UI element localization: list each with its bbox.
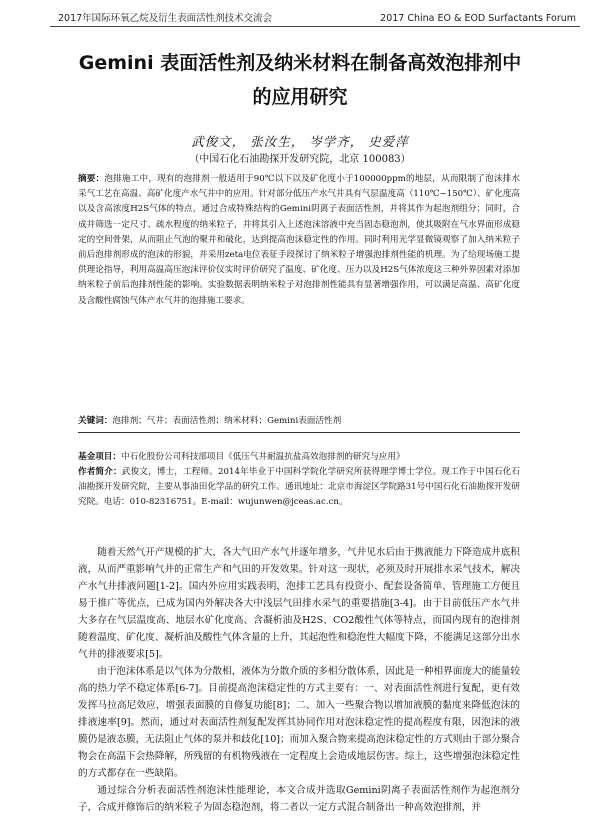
keywords: [78, 414, 520, 428]
abstract-label: 摘要：: [78, 174, 105, 184]
paragraph-3: 通过综合分析表面活性剂泡沫性能理论，本文合成并选取Gemini阴离子表面活性剂作为起泡剂分子，合成并修饰后的纳米粒子为固态稳泡剂，将二者以一定方式混合制备出一种高效泡排剂，并: [78, 785, 520, 813]
paragraph-1: 随着天然气开产规模的扩大，各大气田产水气井逐年增多，气井见水后由于携液能力下降造成井底积液，从而严重影响气井的正常生产和气田的开发效果。针对这一现状，必须及时开展排水采气技术，解决产水气井排液问题[1-2]。国内外应用实践表明，泡排工艺具有投资小、配套设备简单、管理施工方便且易于推广等优点，已成为国内外解决各大中浅层气田排水采气的重要措施[3-4]。由于目前低压产水气井大多存在气层温度高、地层水矿化度高、含凝析油及H2S、CO2酸性气体等特点，而国内现有的泡排剂随着温度、矿化度、凝析油及酸性气体含量的上升，其起泡性和稳泡性大幅度下降，不能满足这部分出水气井的排液要求[5]。: [78, 547, 520, 660]
keywords-label: 关键词：: [78, 416, 113, 426]
author-bio: [78, 465, 520, 510]
title-line-1: Gemini 表面活性剂及纳米材料在制备高效泡排剂中: [78, 52, 522, 74]
keywords-text: 泡排剂；气井；表面活性剂；纳米材料；Gemini表面活性剂: [112, 416, 342, 426]
author-bio-label: 作者简介：: [78, 467, 122, 477]
running-header: [58, 6, 576, 24]
abstract: [78, 172, 520, 309]
fund-text: 中石化股份公司科技部项目《低压气井耐温抗盐高效泡排剂的研究与应用》: [120, 452, 405, 462]
fund-line: [78, 450, 520, 465]
author-bio-text: 武俊文，博士，工程师。2014年毕业于中国科学院化学研究所获得理学博士学位。现工作于中国石化石油勘探开发研究院，主要从事油田化学品的研究工作。通讯地址：北京市海淀区学院路31号中国石化石油勘探开发研究院。电话：010-82316751。E-mail：wujunwen@jceas.ac.cn。: [78, 467, 520, 507]
header-rule: [50, 26, 580, 27]
body-text: [78, 544, 520, 816]
title-line-2: 的应用研究: [252, 86, 348, 108]
header-right: 2017 China EO & EOD Surfactants Forum: [380, 13, 576, 24]
paper-title: [40, 46, 560, 114]
paragraph-2: 由于泡沫体系是以气体为分散相，液体为分散介质的多相分散体系，因此是一种相界面庞大的能量较高的热力学不稳定体系[6-7]。目前提高泡沫稳定性的方式主要有：一、对表面活性剂进行复配，更有效发挥马拉高尼效应，增强表面膜的自修复功能[8]；二、加入一些聚合物以增加液膜的黏度来降低泡沫的排液速率[9]。然而，通过对表面活性剂复配发挥其协同作用对泡沫稳定性的提高程度有限，因泡沫的液膜仍是液态膜，无法阻止气体的泵并和歧化[10]；而加入聚合物来提高泡沫稳定性的方式则由于部分聚合物会在高温下会热降解，所残留的有机物残液在一定程度上会造成地层伤害。综上，这些增强泡沫稳定性的方式都存在一些缺陷。: [78, 666, 520, 779]
fund-label: 基金项目：: [78, 452, 121, 462]
funding-info: [78, 450, 520, 510]
section-rule: [78, 432, 520, 433]
affiliation: （中国石化石油勘探开发研究院，北京 100083）: [189, 154, 411, 165]
authors: 武俊文， 张汝生， 岑学齐， 史爱萍: [191, 134, 409, 149]
header-left: 2017年国际环氧乙烷及衍生表面活性剂技术交流会: [58, 13, 273, 24]
abstract-text: 泡排施工中，现有的泡排剂一般适用于90℃以下以及矿化度小于100000ppm的地层，从而限制了泡沫排水采气工艺在高温、高矿化度产水气井中的应用。针对部分低压产水气井具有气层温度高（110℃~150℃）、矿化度高以及含高浓度H2S气体的特点，通过合成特殊结构的Gemini阴离子表面活性剂，并将其作为起泡剂组分；同时，合成并筛选一定尺寸、疏水程度的纳米粒子，并将其引入上述泡沫溶液中充当固态稳泡剂，使其吸附在气水界面形成稳定的空间骨架，从而阻止气泡的聚并和破化，达到提高泡沫稳定性的作用。同时利用光学显微镜观察了加入纳米粒子前后泡排剂形成的泡沫的形貌，并采用zeta电位表征手段探讨了纳米粒子增强泡排剂性能的机理。为了给现场施工提供理论指导，利用高温高压泡沫评价仪实时评价研究了温度、矿化度、压力以及H2S气体浓度这三种外界因素对添加纳米粒子前后泡排剂性能的影响。实验数据表明纳米粒子对泡排剂性能具有显著增强作用，可以满足高温、高矿化度及含酸性腐蚀气体产水气井的泡排施工要求。: [78, 174, 520, 306]
